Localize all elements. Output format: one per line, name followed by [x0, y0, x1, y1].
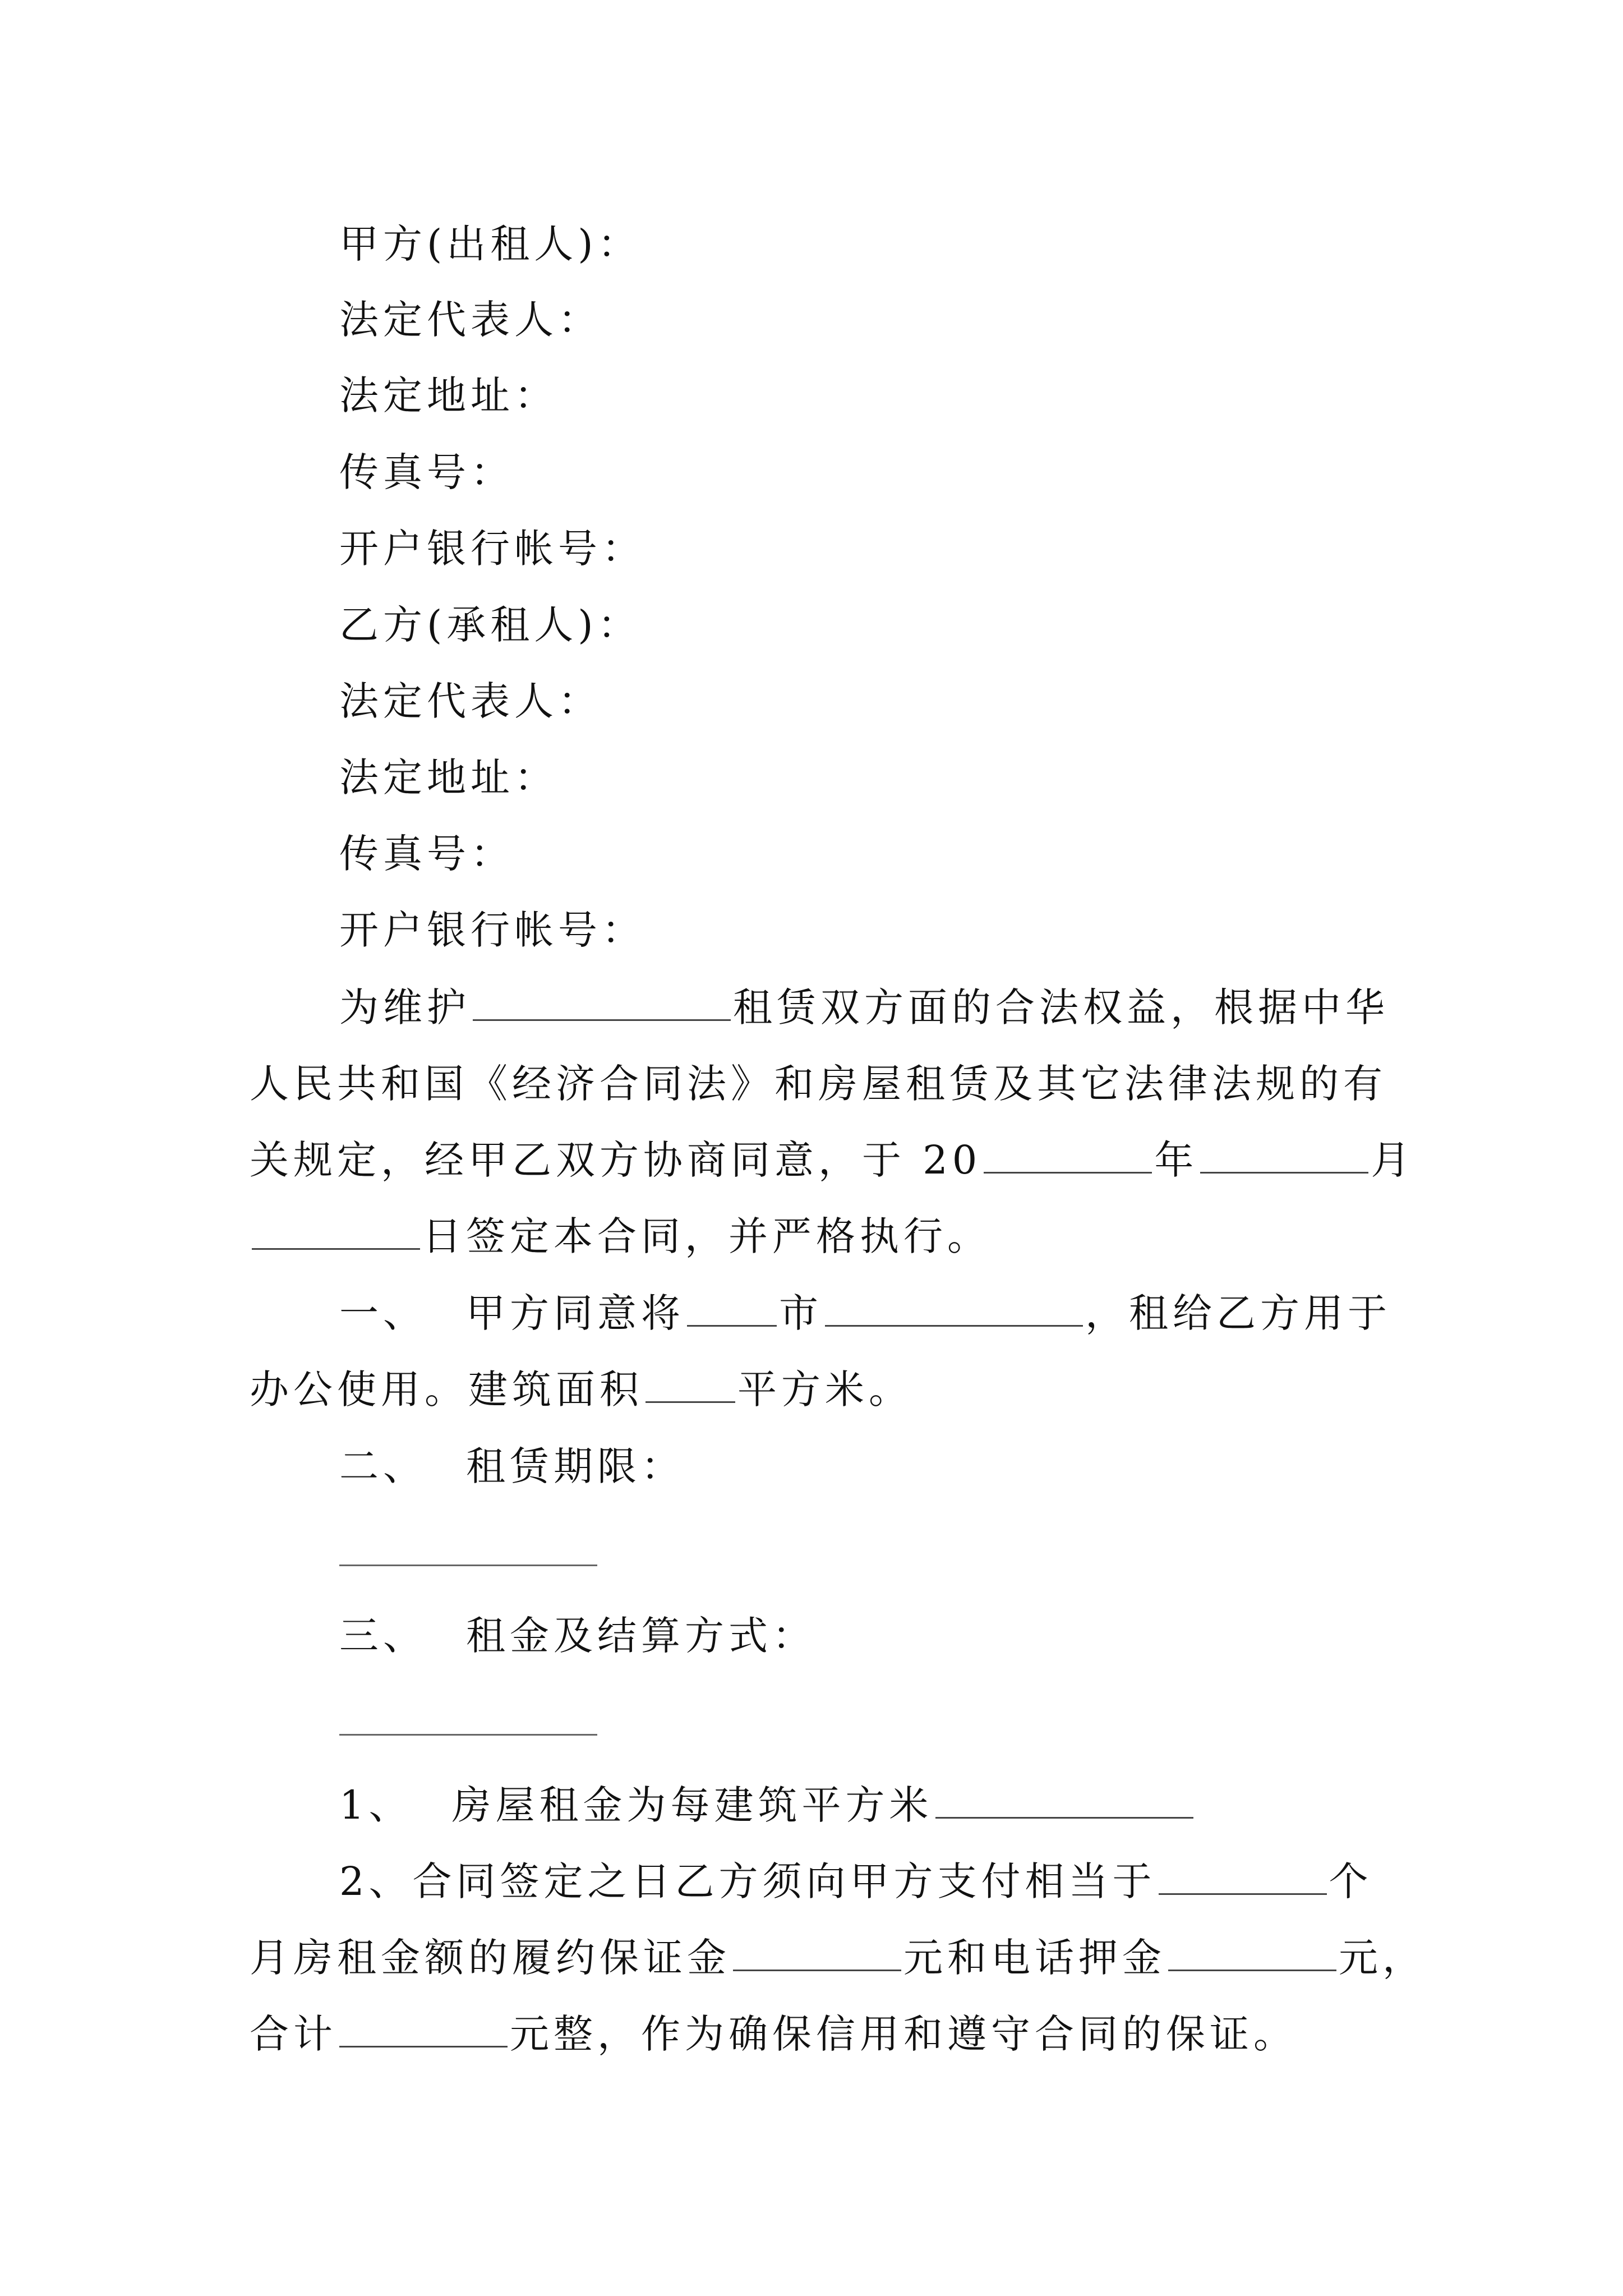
party-a-bank: 开户银行帐号：	[339, 526, 645, 572]
party-a-representative: 法定代表人：	[339, 297, 602, 343]
item-2-line-3	[250, 2006, 1394, 2062]
item-2-line-2	[250, 1930, 1426, 1986]
blank-field	[1159, 1858, 1327, 1895]
party-a-title: 甲方(出租人)：	[339, 221, 642, 267]
clause-3	[339, 1608, 1483, 1664]
blank-field	[825, 1290, 1083, 1327]
blank-field	[984, 1137, 1152, 1174]
item-text: 月房租金额的履约保证金	[250, 1935, 731, 1981]
preamble-line-2: 人民共和国《经济合同法》和房屋租赁及其它法律法规的有	[250, 1061, 1387, 1107]
party-b-fax: 传真号：	[339, 831, 514, 877]
year-label: 年	[1154, 1137, 1198, 1183]
item-text: 元，	[1339, 1935, 1426, 1981]
blank-field	[733, 1935, 901, 1971]
preamble-text: 关规定，经甲乙双方协商同意，于 20	[250, 1137, 982, 1183]
clause-1-line-1	[339, 1285, 1394, 1341]
preamble-text: 日签定本合同，并严格执行。	[422, 1213, 991, 1259]
item-number: 1、	[339, 1782, 413, 1828]
preamble-text: 为维护	[339, 984, 471, 1030]
preamble-line-4	[250, 1208, 1394, 1264]
clause-2	[339, 1438, 1483, 1494]
party-a-fax: 传真号：	[339, 449, 514, 495]
party-b-bank: 开户银行帐号：	[339, 907, 645, 953]
blank-field	[935, 1782, 1193, 1819]
party-a-address: 法定地址：	[339, 372, 558, 418]
party-b-title: 乙方(承租人)：	[339, 602, 642, 648]
blank-field	[473, 984, 731, 1021]
clause-number: 三、	[339, 1613, 427, 1659]
blank-field	[339, 1733, 597, 1736]
preamble-line-3	[250, 1132, 1415, 1188]
blank-field	[1200, 1137, 1368, 1174]
clause-text: 办公使用。建筑面积	[250, 1366, 643, 1412]
blank-field	[645, 1366, 735, 1403]
party-b-representative: 法定代表人：	[339, 678, 602, 724]
clause-text: 甲方同意将	[466, 1290, 685, 1336]
clause-number: 二、	[339, 1443, 427, 1489]
clause-text: 租金及结算方式：	[466, 1613, 816, 1659]
blank-field	[339, 2011, 508, 2047]
blank-field	[339, 1564, 597, 1566]
clause-text: 租赁期限：	[466, 1443, 685, 1489]
blank-field	[252, 1213, 420, 1250]
clause-text: 市	[779, 1290, 823, 1336]
preamble-line-1	[339, 979, 1394, 1036]
blank-field	[1168, 1935, 1336, 1971]
month-label: 月	[1371, 1137, 1415, 1183]
item-text: 元整，作为确保信用和遵守合同的保证。	[510, 2011, 1297, 2057]
party-b-address: 法定地址：	[339, 754, 558, 800]
item-text: 合计	[250, 2011, 337, 2057]
item-text: 2、合同签定之日乙方须向甲方支付相当于	[339, 1858, 1156, 1904]
clause-text: 平方米。	[737, 1366, 912, 1412]
clause-1-line-2	[250, 1361, 1394, 1418]
clause-text: ，租给乙方用于	[1085, 1290, 1391, 1336]
item-2-line-1	[339, 1853, 1394, 1910]
blank-field	[687, 1290, 777, 1327]
clause-number: 一、	[339, 1290, 427, 1336]
item-text: 元和电话押金	[903, 1935, 1166, 1981]
item-text: 房屋租金为每建筑平方米	[451, 1782, 933, 1828]
item-1	[339, 1777, 1394, 1833]
preamble-text: 租赁双方面的合法权益，根据中华	[733, 984, 1389, 1030]
item-text: 个	[1329, 1858, 1373, 1904]
